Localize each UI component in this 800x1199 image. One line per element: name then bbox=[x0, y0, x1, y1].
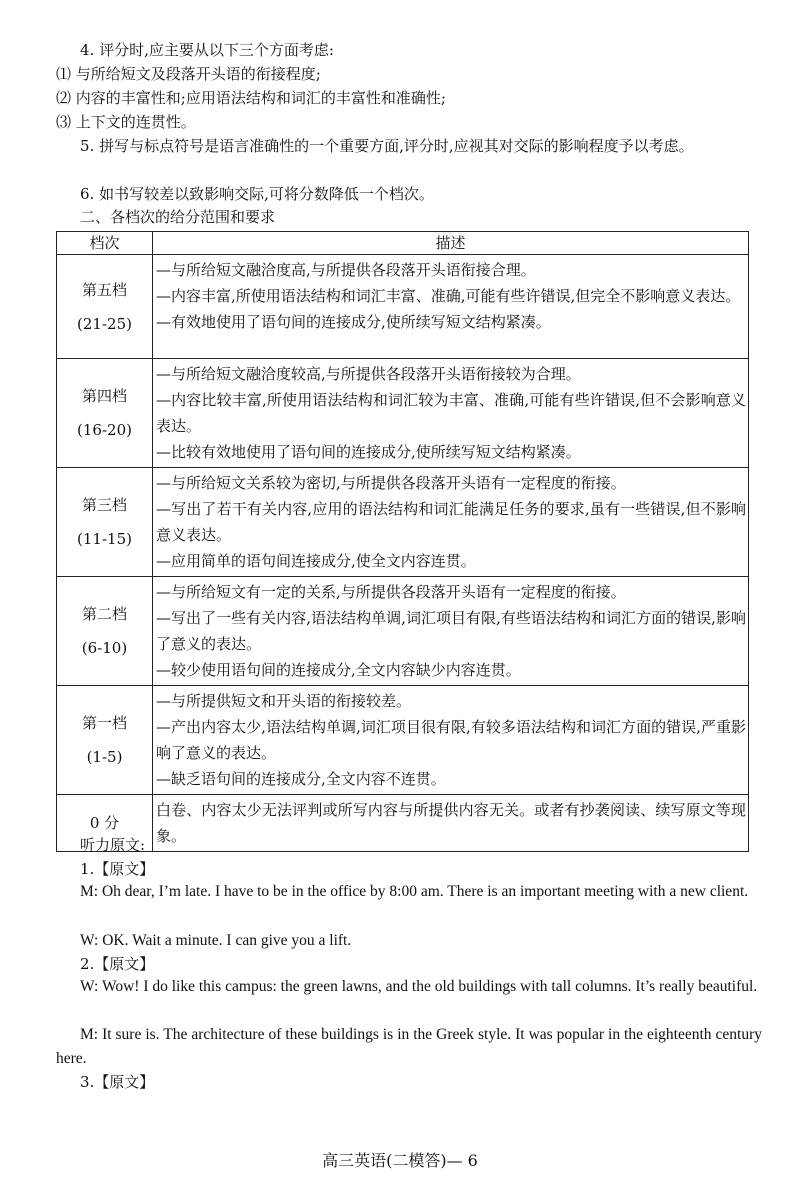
level-cell bbox=[57, 686, 153, 795]
table-row bbox=[57, 468, 749, 577]
description-line: —与所提供短文和开头语的衔接较差。 bbox=[156, 692, 412, 710]
level-cell bbox=[57, 577, 153, 686]
description-line: —与所给短文关系较为密切,与所提供各段落开头语有一定程度的衔接。 bbox=[156, 474, 626, 492]
criteria-sub-2: ⑵ 内容的丰富性和;应用语法结构和词汇的丰富性和准确性; bbox=[56, 89, 446, 107]
description-line: —内容丰富,所使用语法结构和词汇丰富、准确,可能有些许错误,但完全不影响意义表达。 bbox=[156, 287, 741, 305]
description-line: —有效地使用了语句间的连接成分,使所续写短文结构紧凑。 bbox=[156, 313, 551, 331]
level-name: 第一档 bbox=[81, 714, 127, 732]
table-row bbox=[57, 686, 749, 795]
description-line: —产出内容太少,语法结构单调,词汇项目很有限,有较多语法结构和词汇方面的错误,严重影响了意义的表达。 bbox=[156, 718, 746, 762]
criteria-sub-1: ⑴ 与所给短文及段落开头语的衔接程度; bbox=[56, 65, 321, 83]
level-range: (16-20) bbox=[77, 421, 132, 439]
description-cell bbox=[153, 686, 749, 795]
description-line: —写出了若干有关内容,应用的语法结构和词汇能满足任务的要求,虽有一些错误,但不影响意义表达。 bbox=[156, 500, 746, 544]
description-line: —较少使用语句间的连接成分,全文内容缺少内容连贯。 bbox=[156, 661, 521, 679]
description-line: —应用简单的语句间连接成分,使全文内容连贯。 bbox=[156, 552, 476, 570]
description-line: —与所给短文有一定的关系,与所提供各段落开头语有一定程度的衔接。 bbox=[156, 583, 626, 601]
question-2-woman: W: Wow! I do like this campus: the green lawns, and the old buildings with tall columns. It’s really beautiful. bbox=[80, 978, 758, 995]
description-line: 白卷、内容太少无法评判或所写内容与所提供内容无关。或者有抄袭阅读、续写原文等现象。 bbox=[156, 801, 746, 845]
description-line: —写出了一些有关内容,语法结构单调,词汇项目有限,有些语法结构和词汇方面的错误,影响了意义的表达。 bbox=[156, 609, 746, 653]
header-level: 档次 bbox=[57, 232, 153, 255]
level-cell bbox=[57, 468, 153, 577]
criteria-item-6: 6. 如书写较差以致影响交际,可将分数降低一个档次。 bbox=[80, 185, 434, 203]
criteria-item-4: 4. 评分时,应主要从以下三个方面考虑: bbox=[80, 41, 334, 59]
description-cell bbox=[153, 359, 749, 468]
description-line: —与所给短文融洽度较高,与所提供各段落开头语衔接较为合理。 bbox=[156, 365, 581, 383]
section-2-heading: 二、各档次的给分范围和要求 bbox=[80, 208, 276, 226]
table-header-row bbox=[57, 232, 749, 255]
question-2-label: 2.【原文】 bbox=[80, 955, 155, 973]
level-name: 0 分 bbox=[89, 814, 120, 832]
description-line: —缺乏语句间的连接成分,全文内容不连贯。 bbox=[156, 770, 446, 788]
level-range: (11-15) bbox=[77, 530, 132, 548]
level-name: 第四档 bbox=[81, 387, 127, 405]
question-1-woman: W: OK. Wait a minute. I can give you a lift. bbox=[80, 932, 352, 949]
criteria-sub-3: ⑶ 上下文的连贯性。 bbox=[56, 113, 196, 131]
page-footer: 高三英语(二模答)— 6 bbox=[322, 1151, 478, 1170]
question-2-man: M: It sure is. The architecture of these buildings is in the Greek style. It was popular in the eighteenth century here. bbox=[56, 1026, 762, 1067]
level-cell bbox=[57, 359, 153, 468]
level-range: (6-10) bbox=[81, 639, 128, 657]
level-name: 第五档 bbox=[81, 280, 127, 299]
level-cell bbox=[57, 255, 153, 359]
table-row bbox=[57, 359, 749, 468]
level-name: 第三档 bbox=[81, 496, 127, 514]
description-cell bbox=[153, 577, 749, 686]
description-line: —内容比较丰富,所使用语法结构和词汇较为丰富、准确,可能有些许错误,但不会影响意义表达。 bbox=[156, 391, 746, 435]
description-line: —比较有效地使用了语句间的连接成分,使所续写短文结构紧凑。 bbox=[156, 443, 581, 461]
table-row bbox=[57, 255, 749, 359]
listening-heading: 听力原文: bbox=[80, 836, 146, 854]
description-cell bbox=[153, 255, 749, 359]
table-row bbox=[57, 577, 749, 686]
level-range: (1-5) bbox=[86, 748, 123, 766]
level-range: (21-25) bbox=[77, 314, 132, 333]
question-1-label: 1.【原文】 bbox=[80, 860, 155, 878]
description-cell bbox=[153, 468, 749, 577]
criteria-item-5: 5. 拼写与标点符号是语言准确性的一个重要方面,评分时,应视其对交际的影响程度予以考虑。 bbox=[80, 137, 694, 155]
level-name: 第二档 bbox=[81, 605, 127, 623]
header-description: 描述 bbox=[153, 232, 749, 255]
question-3-label: 3.【原文】 bbox=[80, 1073, 155, 1091]
description-line: —与所给短文融洽度高,与所提供各段落开头语衔接合理。 bbox=[156, 261, 536, 279]
question-1-man: M: Oh dear, I’m late. I have to be in the office by 8:00 am. There is an important meeting with a new client. bbox=[80, 883, 749, 900]
scoring-table bbox=[56, 231, 749, 852]
